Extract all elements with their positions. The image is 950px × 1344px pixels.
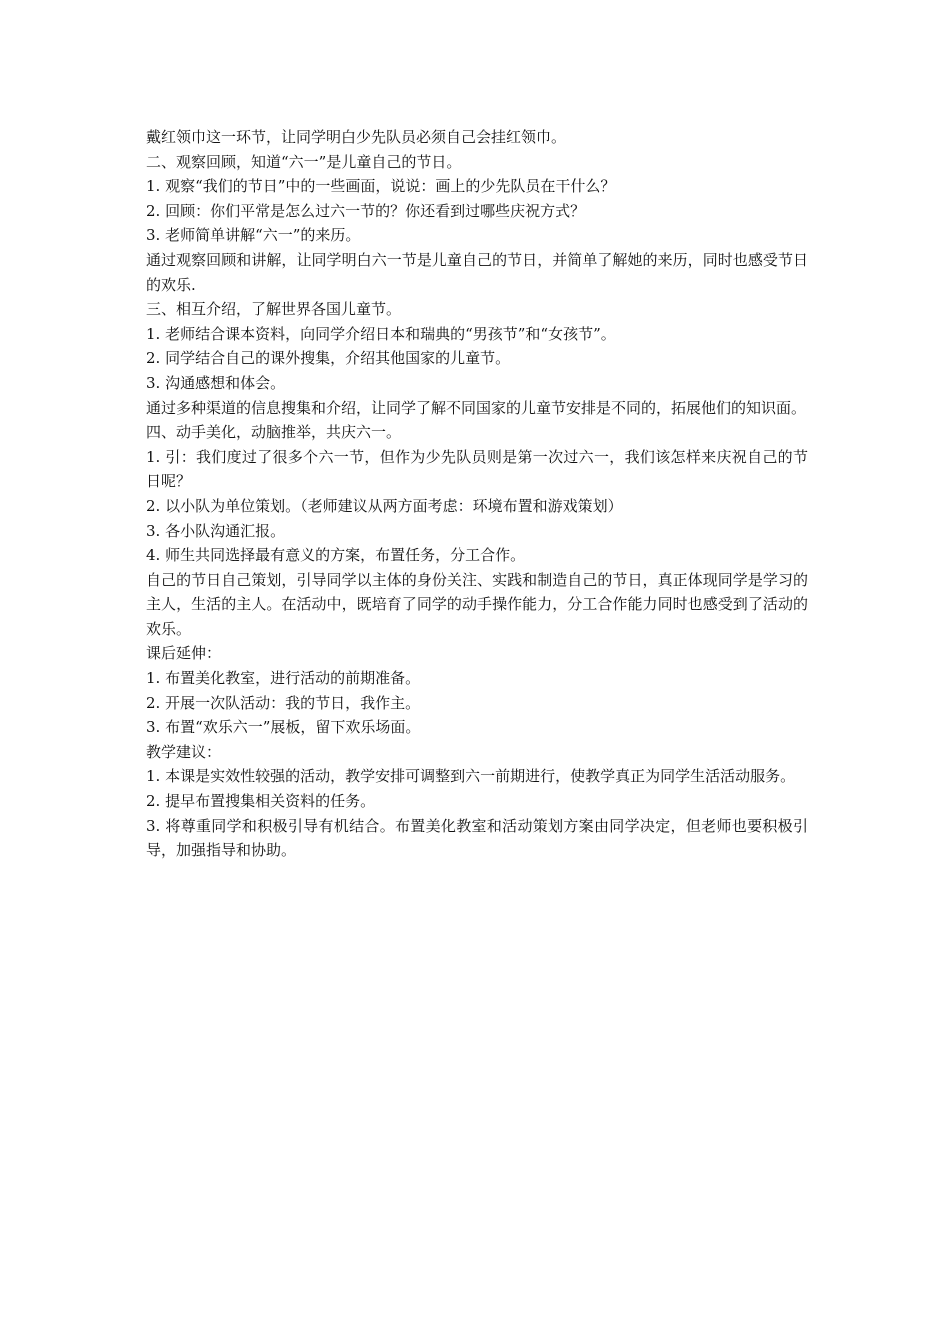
list-item: 3. 各小队沟通汇报。 [146,521,286,540]
list-item: 3. 沟通感想和体会。 [146,373,286,392]
heading-extension: 课后延伸： [146,644,222,663]
list-item: 1. 本课是实效性较强的活动，教学安排可调整到六一前期进行，使教学真正为同学生活活动服务。 [146,767,796,786]
paragraph-summary-4: 自己的节日自己策划，引导同学以主体的身份关注、实践和制造自己的节日，真正体现同学是学习的主人，生活的主人。在活动中，既培育了同学的动手操作能力，分工合作能力同时也感受到了活动的欢乐。 [146,570,808,638]
list-item: 1. 引：我们度过了很多个六一节，但作为少先队员则是第一次过六一，我们该怎样来庆祝自己的节日呢？ [146,447,808,491]
list-item: 3. 老师简单讲解“六一”的来历。 [146,226,361,245]
heading-section-3: 三、相互介绍，了解世界各国儿童节。 [146,300,402,319]
list-item: 2. 同学结合自己的课外搜集，介绍其他国家的儿童节。 [146,349,511,368]
paragraph-summary-2: 通过观察回顾和讲解，让同学明白六一节是儿童自己的节日，并简单了解她的来历，同时也感受节日的欢乐. [146,250,808,294]
paragraph-red-scarf: 戴红领巾这一环节，让同学明白少先队员必须自己会挂红领巾。 [146,128,567,146]
heading-section-4: 四、动手美化，动脑推举，共庆六一。 [146,423,402,442]
list-item: 2. 以小队为单位策划。（老师建议从两方面考虑：环境布置和游戏策划） [146,496,623,515]
list-item: 1. 老师结合课本资料，向同学介绍日本和瑞典的“男孩节”和“女孩节”。 [146,324,616,343]
list-item: 1. 布置美化教室，进行活动的前期准备。 [146,669,421,688]
list-item: 1. 观察“我们的节日”中的一些画面，说说：画上的少先队员在干什么？ [146,177,616,196]
list-item: 2. 开展一次队活动：我的节日，我作主。 [146,693,421,712]
list-item: 3. 布置“欢乐六一”展板，留下欢乐场面。 [146,718,421,737]
list-item: 3. 将尊重同学和积极引导有机结合。布置美化教室和活动策划方案由同学决定，但老师也要积极引导，加强指导和协助。 [146,816,808,860]
paragraph-summary-3: 通过多种渠道的信息搜集和介绍，让同学了解不同国家的儿童节安排是不同的，拓展他们的知识面。 [146,398,807,417]
document-body [146,125,808,863]
list-item: 2. 回顾：你们平常是怎么过六一节的？你还看到过哪些庆祝方式？ [146,201,586,220]
list-item: 2. 提早布置搜集相关资料的任务。 [146,792,376,811]
list-item: 4. 师生共同选择最有意义的方案，布置任务，分工合作。 [146,546,526,565]
heading-teaching-suggestions: 教学建议： [146,742,222,761]
heading-section-2: 二、观察回顾，知道“六一”是儿童自己的节日。 [146,152,462,171]
